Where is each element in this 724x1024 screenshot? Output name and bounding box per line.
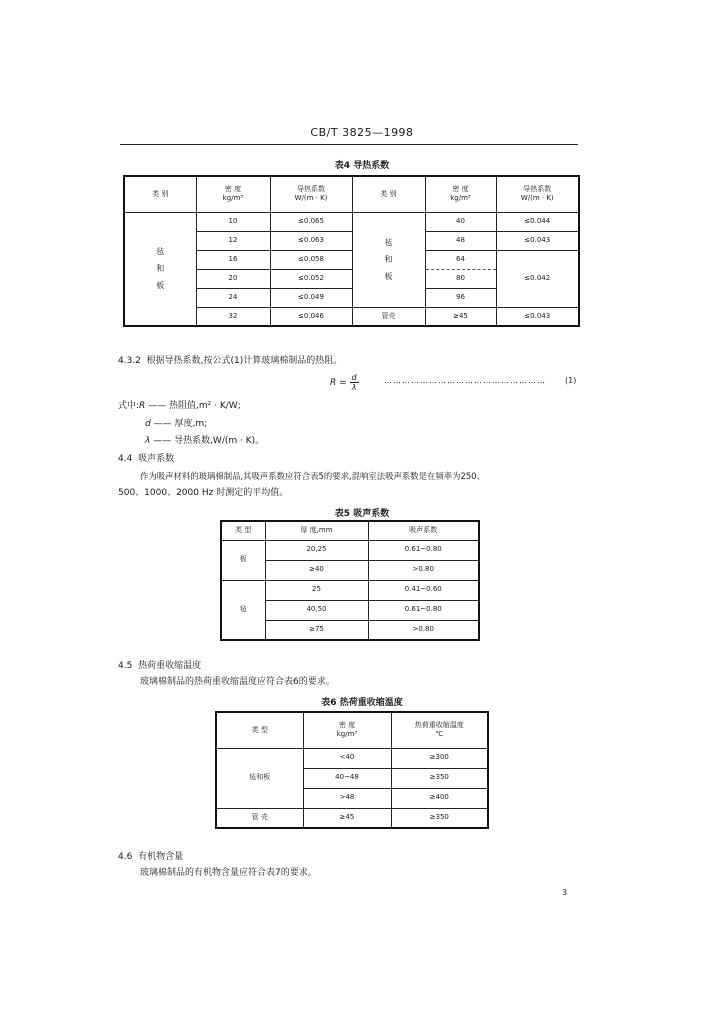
header-rule	[120, 144, 578, 145]
page-number: 3	[562, 888, 568, 897]
table-row	[124, 212, 579, 231]
table-cell: 0.41~0.60	[368, 580, 479, 600]
table-cell: 25	[265, 580, 368, 600]
table4-header-type-2: 类 别	[352, 176, 425, 212]
table-row	[216, 748, 488, 768]
table-cell: ≥350	[391, 768, 488, 788]
table4	[123, 175, 580, 327]
table5-header-row	[221, 521, 479, 540]
where-line-2: d —— 厚度,m;	[145, 419, 208, 429]
table-cell: 96	[425, 288, 496, 307]
table4-caption: 表4 导热系数	[334, 161, 390, 171]
table-cell: 40~48	[303, 768, 391, 788]
section-4-4-heading: 4.4 吸声系数	[118, 454, 175, 464]
section-4-5-text: 玻璃棉制品的热荷重收缩温度应符合表6的要求。	[140, 677, 335, 687]
table4-header-conductivity: 导热系数 W/(m · K)	[270, 176, 352, 212]
table-cell: 80	[425, 269, 496, 288]
table-cell: >48	[303, 788, 391, 808]
table6-header-type: 类 型	[216, 712, 303, 748]
table5-caption: 表5 吸声系数	[334, 509, 390, 519]
table-cell: ≥40	[265, 560, 368, 580]
table-cell: <40	[303, 748, 391, 768]
section-4-3-2: 4.3.2 根据导热系数,按公式(1)计算玻璃棉制品的热阻。	[118, 356, 343, 366]
table-cell: 40	[425, 212, 496, 231]
table5	[220, 520, 480, 641]
table-cell: ≥400	[391, 788, 488, 808]
table-cell: ≥45	[425, 307, 496, 326]
table-cell: 20	[196, 269, 270, 288]
table4-header-type: 类 别	[124, 176, 196, 212]
table4-type-felt-board: 毡和板	[124, 212, 196, 326]
formula-fraction: $\frac{d}{\lambda}$	[351, 373, 357, 392]
table-cell: ≤0.063	[270, 231, 352, 250]
table-cell: ≥350	[391, 808, 488, 828]
table4-header-density: 密 度 kg/m³	[196, 176, 270, 212]
table-cell: 64	[425, 250, 496, 269]
table-cell: >0.80	[368, 560, 479, 580]
table-cell: 32	[196, 307, 270, 326]
table-cell: 16	[196, 250, 270, 269]
table6-header-temp: 热荷重收缩温度 ℃	[391, 712, 488, 748]
table-cell: ≤0.049	[270, 288, 352, 307]
table6-caption: 表6 热荷重收缩温度	[321, 698, 403, 708]
table5-header-absorption: 吸声系数	[368, 521, 479, 540]
standard-code: CB/T 3825—1998	[310, 126, 414, 139]
table-cell: >0.80	[368, 620, 479, 640]
section-4-6-heading: 4.6 有机物含量	[118, 852, 184, 862]
table-cell: 0.61~0.80	[368, 600, 479, 620]
table-cell: ≤0.042	[496, 250, 579, 307]
table-row	[221, 540, 479, 560]
table-row	[216, 808, 488, 828]
table-cell: 12	[196, 231, 270, 250]
table-cell: 20,25	[265, 540, 368, 560]
table-cell: ≤0.046	[270, 307, 352, 326]
table-cell: 48	[425, 231, 496, 250]
section-4-4-line-2: 500、1000、2000 Hz 时测定的平均值。	[118, 488, 289, 498]
where-line-1: 式中:R —— 热阻值,m² · K/W;	[118, 401, 241, 411]
table-cell: ≤0.058	[270, 250, 352, 269]
section-4-4-line-1: 作为吸声材料的玻璃棉制品,其吸声系数应符合表5的要求,混响室法吸声系数是在频率为250、	[140, 471, 485, 481]
table4-type-felt-board-2: 毡和板	[352, 212, 425, 307]
formula-tag: (1)	[565, 376, 577, 385]
table-cell: ≤0.065	[270, 212, 352, 231]
table-cell: 管壳	[352, 307, 425, 326]
formula-1: R = $\frac{d}{\lambda}$	[330, 373, 357, 392]
section-4-5-heading: 4.5 热荷重收缩温度	[118, 661, 202, 671]
table-cell: ≤0.052	[270, 269, 352, 288]
table4-header-density-2: 密 度 kg/m³	[425, 176, 496, 212]
table6	[215, 711, 489, 829]
table-cell: ≤0.043	[496, 307, 579, 326]
table5-type-felt: 毡	[221, 580, 265, 640]
table-cell: ≥45	[303, 808, 391, 828]
where-line-3: λ —— 导热系数,W/(m · K)。	[145, 436, 265, 446]
table5-header-type: 类 型	[221, 521, 265, 540]
table-cell: 10	[196, 212, 270, 231]
table5-header-thickness: 厚 度,mm	[265, 521, 368, 540]
table6-type-felt-board: 毡和板	[216, 748, 303, 808]
table6-header-row	[216, 712, 488, 748]
table-cell: ≥75	[265, 620, 368, 640]
table6-header-density: 密 度 kg/m³	[303, 712, 391, 748]
table-cell: 40,50	[265, 600, 368, 620]
section-4-6-text: 玻璃棉制品的有机物含量应符合表7的要求。	[140, 868, 317, 878]
table-cell: ≤0.044	[496, 212, 579, 231]
table4-header-row	[124, 176, 579, 212]
table-cell: 24	[196, 288, 270, 307]
table6-type-pipe: 管 壳	[216, 808, 303, 828]
table5-type-board: 板	[221, 540, 265, 580]
table-row	[221, 580, 479, 600]
table-cell: ≤0.043	[496, 231, 579, 250]
table-cell: 0.61~0.80	[368, 540, 479, 560]
formula-leader: ………………………………………………	[384, 376, 546, 385]
table4-header-conductivity-2: 导热系数 W/(m · K)	[496, 176, 579, 212]
table-cell: ≥300	[391, 748, 488, 768]
